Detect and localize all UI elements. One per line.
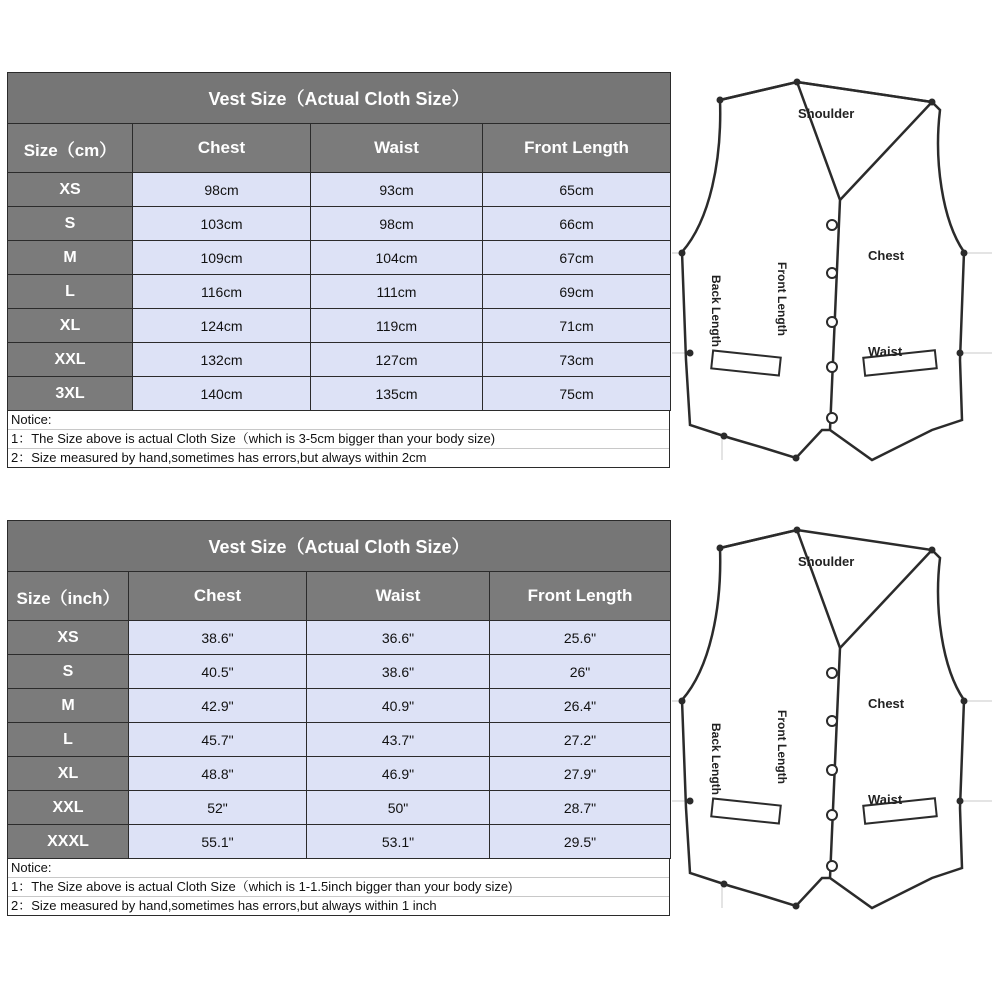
size-label: XS [8,173,133,207]
vest-illustration [672,70,992,470]
size-table-cm [7,72,671,411]
waist-value: 98cm [311,207,483,241]
chest-value: 103cm [133,207,311,241]
back-length-label: Back Length [709,275,723,348]
waist-value: 127cm [311,343,483,377]
size-label: XXL [8,343,133,377]
waist-value: 38.6" [307,655,490,689]
size-label: 3XL [8,377,133,411]
chest-value: 42.9" [129,689,307,723]
waist-value: 43.7" [307,723,490,757]
table-row [8,655,671,689]
chest-value: 109cm [133,241,311,275]
waist-value: 36.6" [307,621,490,655]
front-length-value: 27.9" [490,757,671,791]
header-front-length: Front Length [490,572,671,621]
waist-label: Waist [868,792,903,807]
table-row [8,207,671,241]
header-waist: Waist [311,124,483,173]
chest-value: 132cm [133,343,311,377]
notice-title: Notice: [8,859,669,878]
size-label: S [8,655,129,689]
front-length-label: Front Length [775,710,789,784]
chest-value: 124cm [133,309,311,343]
table-row [8,275,671,309]
notice-line-2: 2：Size measured by hand,sometimes has errors,but always within 1 inch [11,898,437,913]
size-table-inch [7,520,671,859]
vest-diagram-cm [672,70,992,470]
chest-value: 52" [129,791,307,825]
header-size: Size（cm） [8,124,133,173]
front-length-value: 27.2" [490,723,671,757]
header-front-length: Front Length [483,124,671,173]
front-length-value: 66cm [483,207,671,241]
size-label: XS [8,621,129,655]
front-length-value: 73cm [483,343,671,377]
front-length-value: 26" [490,655,671,689]
front-length-value: 29.5" [490,825,671,859]
waist-label: Waist [868,344,903,359]
size-label: L [8,723,129,757]
size-label: XL [8,309,133,343]
shoulder-label: Shoulder [798,554,855,569]
waist-value: 119cm [311,309,483,343]
table-row [8,241,671,275]
notice-title: Notice: [8,411,669,430]
front-length-value: 67cm [483,241,671,275]
table-row [8,723,671,757]
front-length-value: 25.6" [490,621,671,655]
shoulder-label: Shoulder [798,106,855,121]
table-row [8,343,671,377]
chest-value: 48.8" [129,757,307,791]
table-row [8,791,671,825]
waist-value: 46.9" [307,757,490,791]
notice-line-1: 1：The Size above is actual Cloth Size（which is 3-5cm bigger than your body size) [8,430,669,449]
size-label: XXL [8,791,129,825]
table-title: Vest Size（Actual Cloth Size） [8,521,671,572]
chest-value: 116cm [133,275,311,309]
chest-value: 38.6" [129,621,307,655]
waist-value: 135cm [311,377,483,411]
header-size: Size（inch） [8,572,129,621]
vest-diagram-inch [672,518,992,918]
table-row [8,757,671,791]
front-length-value: 28.7" [490,791,671,825]
size-label: M [8,241,133,275]
chest-value: 40.5" [129,655,307,689]
chest-value: 55.1" [129,825,307,859]
size-label: M [8,689,129,723]
chest-label: Chest [868,248,905,263]
size-label: XXXL [8,825,129,859]
size-label: XL [8,757,129,791]
table-row [8,825,671,859]
waist-value: 111cm [311,275,483,309]
waist-value: 53.1" [307,825,490,859]
size-chart-inch [7,520,670,916]
back-length-label: Back Length [709,723,723,796]
size-chart-cm [7,72,670,468]
table-row [8,173,671,207]
size-label: L [8,275,133,309]
front-length-value: 71cm [483,309,671,343]
chest-value: 140cm [133,377,311,411]
waist-value: 104cm [311,241,483,275]
front-length-value: 26.4" [490,689,671,723]
chest-value: 45.7" [129,723,307,757]
chest-label: Chest [868,696,905,711]
front-length-value: 69cm [483,275,671,309]
table-row [8,377,671,411]
notice-line-1: 1：The Size above is actual Cloth Size（which is 1-1.5inch bigger than your body size) [8,878,669,897]
chest-value: 98cm [133,173,311,207]
table-row [8,621,671,655]
front-length-value: 65cm [483,173,671,207]
header-chest: Chest [133,124,311,173]
table-row [8,689,671,723]
table-row [8,309,671,343]
front-length-value: 75cm [483,377,671,411]
table-title: Vest Size（Actual Cloth Size） [8,73,671,124]
header-waist: Waist [307,572,490,621]
waist-value: 93cm [311,173,483,207]
notice-box [7,411,670,468]
notice-box [7,859,670,916]
waist-value: 40.9" [307,689,490,723]
waist-value: 50" [307,791,490,825]
size-label: S [8,207,133,241]
front-length-label: Front Length [775,262,789,336]
vest-illustration [672,518,992,918]
notice-line-2: 2：Size measured by hand,sometimes has errors,but always within 2cm [11,450,427,465]
header-chest: Chest [129,572,307,621]
